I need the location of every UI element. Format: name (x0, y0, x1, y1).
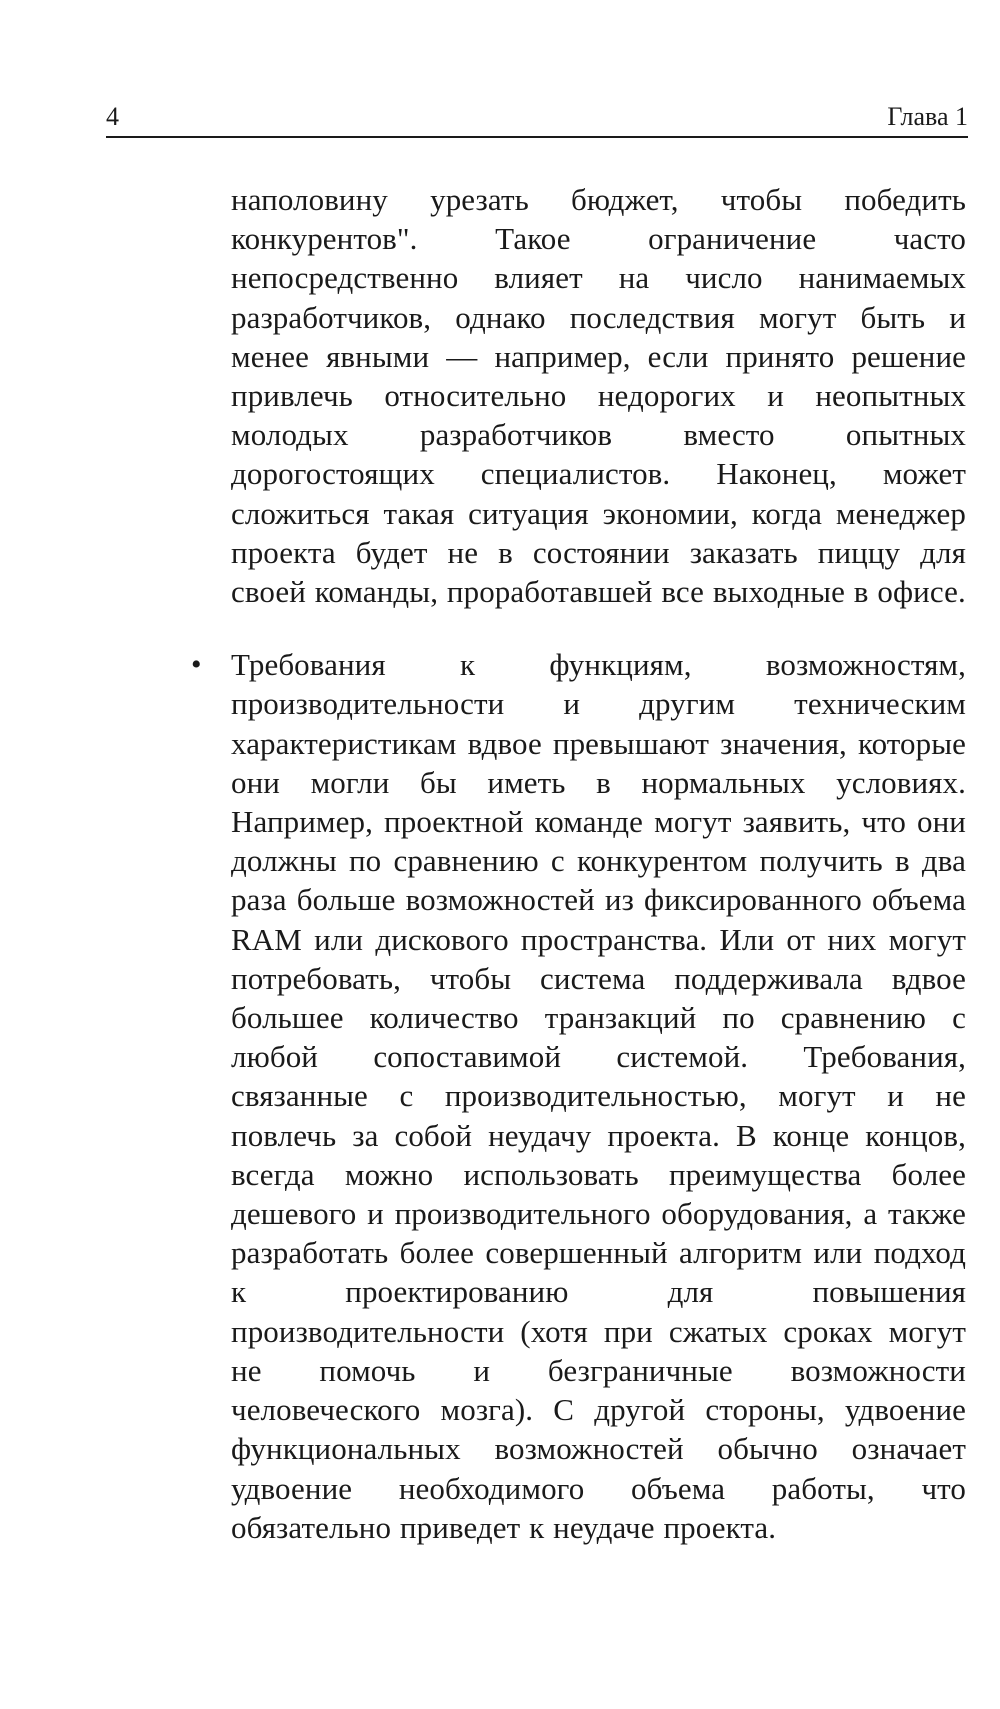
page-header (106, 96, 968, 138)
bullet-text: Требования к функциям, возможностям, производительности и другим техническим характеристикам вдвое превышают значения, которые они могли бы иметь в нормальных условиях. Например, проектной команде могут заявить, что они должны по сравнению с конкурентом получить в два раза больше возможностей из фиксированного объема RAM или дискового пространства. Или от них могут потребовать, чтобы система поддерживала вдвое большее количество транзакций по сравнению с любой сопоставимой системой. Требования, связанные с производительностью, могут и не повлечь за собой неудачу проекта. В конце концов, всегда можно использовать преимущества более дешевого и производительного оборудования, а также разработать более совершенный алгоритм или подход к проектированию для повышения производительности (хотя при сжатых сроках могут не помочь и безграничные возможности человеческого мозга). С другой стороны, удвоение функциональных возможностей обычно означает удвоение необходимого объема работы, что обязательно приведет к неудаче проекта. (231, 647, 966, 1545)
page-number: 4 (106, 102, 119, 131)
chapter-title: Глава 1 (887, 102, 968, 131)
page-body (191, 180, 966, 1547)
continued-paragraph: наполовину урезать бюджет, чтобы победить конкурентов". Такое ограничение часто непосредственно влияет на число нанимаемых разработчиков, однако последствия могут быть и менее явными — например, если принято решение привлечь относительно недорогих и неопытных молодых разработчиков вместо опытных дорогостоящих специалистов. Наконец, может сложиться такая ситуация экономии, когда менеджер проекта будет не в состоянии заказать пиццу для своей команды, проработавшей все выходные в офисе. (231, 182, 966, 610)
bullet-marker: • (191, 648, 202, 682)
bullet-list-item (191, 645, 966, 1547)
